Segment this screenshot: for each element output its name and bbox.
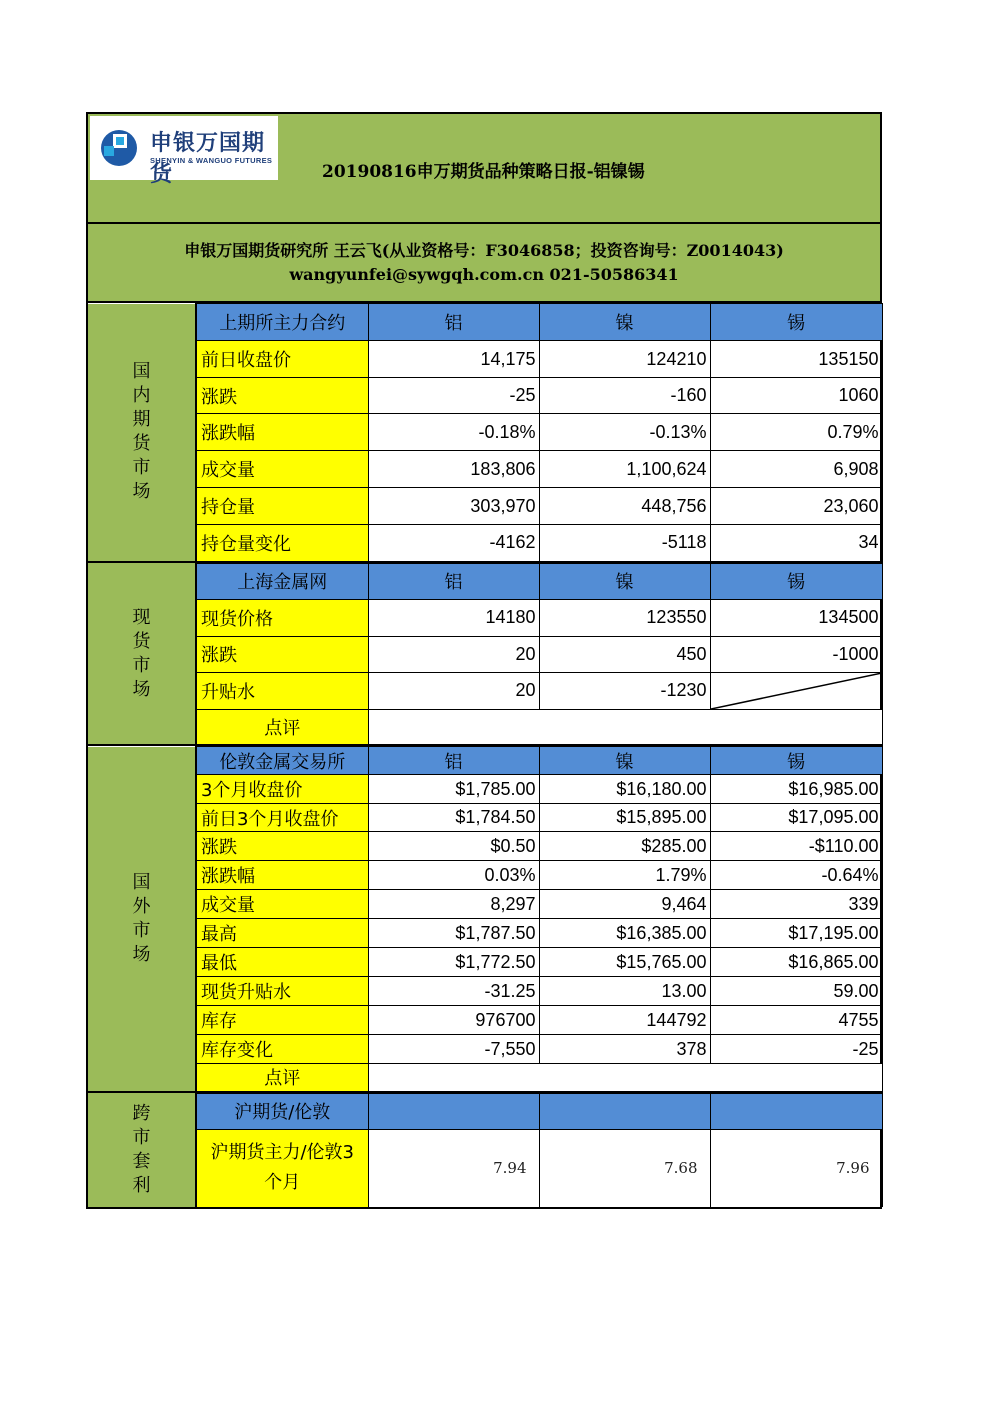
value-aluminum: 976700: [368, 1006, 539, 1035]
value-nickel: 9,464: [539, 890, 710, 919]
row-label: 库存: [196, 1006, 368, 1035]
column-header-tin: 锡: [710, 304, 882, 341]
diagonal-line: [711, 673, 882, 709]
section-arbitrage: 跨市套利: [88, 1093, 196, 1207]
row-label: 涨跌: [196, 378, 368, 414]
value-nickel: 124210: [539, 341, 710, 378]
value-nickel: 1.79%: [539, 861, 710, 890]
column-header-contract: 上期所主力合约: [196, 304, 368, 341]
table-row: [88, 414, 882, 451]
value-nickel: $15,895.00: [539, 804, 710, 832]
column-header-blank: [710, 1093, 882, 1129]
table-row: [88, 636, 882, 672]
row-label: 库存变化: [196, 1035, 368, 1064]
foreign-market-table: [88, 746, 883, 1093]
row-label: 升贴水: [196, 672, 368, 709]
table-row: [88, 1006, 882, 1035]
row-label: 现货升贴水: [196, 977, 368, 1006]
row-label: 成交量: [196, 451, 368, 488]
value-aluminum: 7.94: [368, 1129, 539, 1207]
author-info: [88, 224, 880, 303]
value-tin: 7.96: [710, 1129, 882, 1207]
row-label: 现货价格: [196, 599, 368, 636]
column-header-exchange: 伦敦金属交易所: [196, 747, 368, 775]
comment-cell: [368, 1064, 882, 1092]
value-aluminum: $1,787.50: [368, 919, 539, 948]
value-tin: 339: [710, 890, 882, 919]
author-line: 申银万国期货研究所 王云飞(从业资格号：F3046858；投资咨询号：Z0014043): [184, 241, 784, 260]
logo-text-en: SHENYIN & WANGUO FUTURES: [150, 156, 273, 165]
table-row: [88, 451, 882, 488]
value-tin: -25: [710, 1035, 882, 1064]
value-aluminum: -25: [368, 378, 539, 414]
comment-cell: [368, 709, 882, 745]
domestic-futures-table: [88, 303, 883, 563]
value-tin: -$110.00: [710, 832, 882, 861]
value-aluminum: -0.18%: [368, 414, 539, 451]
column-header-aluminum: 铝: [368, 304, 539, 341]
table-row: [88, 977, 882, 1006]
value-aluminum: 14,175: [368, 341, 539, 378]
value-aluminum: 8,297: [368, 890, 539, 919]
table-row: [88, 775, 882, 804]
row-label: 成交量: [196, 890, 368, 919]
table-row: [88, 832, 882, 861]
value-tin: 135150: [710, 341, 882, 378]
value-nickel: -1230: [539, 672, 710, 709]
row-label: 持仓量变化: [196, 525, 368, 562]
comment-label: 点评: [196, 1064, 368, 1092]
value-tin: $16,985.00: [710, 775, 882, 804]
table-row: [88, 341, 882, 378]
empty-diagonal-cell: [710, 672, 882, 709]
row-label: 涨跌: [196, 832, 368, 861]
table-row: [88, 1035, 882, 1064]
value-tin: 6,908: [710, 451, 882, 488]
table-row: [88, 1129, 882, 1207]
value-aluminum: -4162: [368, 525, 539, 562]
table-row: [88, 890, 882, 919]
value-tin: 0.79%: [710, 414, 882, 451]
section-domestic-futures: 国内期货市场: [88, 304, 196, 562]
table-row: [88, 804, 882, 832]
value-nickel: 13.00: [539, 977, 710, 1006]
value-tin: 4755: [710, 1006, 882, 1035]
value-aluminum: -31.25: [368, 977, 539, 1006]
value-nickel: -0.13%: [539, 414, 710, 451]
table-row: [88, 378, 882, 414]
report-title: 20190816申万期货品种策略日报-铝镍锡: [322, 162, 645, 182]
column-header-blank: [368, 1093, 539, 1129]
arbitrage-table: [88, 1093, 883, 1208]
company-logo: [90, 116, 278, 187]
value-nickel: 7.68: [539, 1129, 710, 1207]
table-row: [88, 599, 882, 636]
value-aluminum: 20: [368, 672, 539, 709]
row-label: 前日收盘价: [196, 341, 368, 378]
value-nickel: $16,385.00: [539, 919, 710, 948]
report-header: [88, 114, 880, 224]
value-tin: $17,095.00: [710, 804, 882, 832]
value-nickel: 144792: [539, 1006, 710, 1035]
column-header-aluminum: 铝: [368, 563, 539, 599]
value-nickel: 1,100,624: [539, 451, 710, 488]
row-label: 持仓量: [196, 488, 368, 525]
column-header-nickel: 镍: [539, 563, 710, 599]
value-nickel: 378: [539, 1035, 710, 1064]
value-aluminum: 183,806: [368, 451, 539, 488]
column-header-arbitrage: 沪期货/伦敦: [196, 1093, 368, 1129]
value-aluminum: -7,550: [368, 1035, 539, 1064]
row-label: 前日3个月收盘价: [196, 804, 368, 832]
value-nickel: 123550: [539, 599, 710, 636]
column-header-tin: 锡: [710, 747, 882, 775]
section-spot-market: 现货市场: [88, 563, 196, 745]
value-aluminum: 20: [368, 636, 539, 672]
row-label: 涨跌幅: [196, 861, 368, 890]
value-aluminum: $1,772.50: [368, 948, 539, 977]
value-tin: 1060: [710, 378, 882, 414]
value-aluminum: 14180: [368, 599, 539, 636]
column-header-nickel: 镍: [539, 304, 710, 341]
value-aluminum: 303,970: [368, 488, 539, 525]
row-label: 最高: [196, 919, 368, 948]
section-foreign-market: 国外市场: [88, 747, 196, 1092]
value-nickel: $285.00: [539, 832, 710, 861]
table-row: [88, 525, 882, 562]
column-header-tin: 锡: [710, 563, 882, 599]
value-tin: 134500: [710, 599, 882, 636]
row-label: 涨跌: [196, 636, 368, 672]
table-row: [88, 488, 882, 525]
value-tin: 23,060: [710, 488, 882, 525]
row-label: 涨跌幅: [196, 414, 368, 451]
author-contact: wangyunfei@sywgqh.com.cn 021-50586341: [289, 265, 679, 284]
row-label: 沪期货主力/伦敦3个月: [196, 1129, 368, 1207]
value-nickel: $15,765.00: [539, 948, 710, 977]
value-tin: 34: [710, 525, 882, 562]
value-aluminum: $1,784.50: [368, 804, 539, 832]
value-tin: -0.64%: [710, 861, 882, 890]
table-row: [88, 948, 882, 977]
table-row: [88, 919, 882, 948]
table-row: [88, 672, 882, 709]
value-nickel: 450: [539, 636, 710, 672]
value-aluminum: $0.50: [368, 832, 539, 861]
value-nickel: -160: [539, 378, 710, 414]
row-label: 3个月收盘价: [196, 775, 368, 804]
value-tin: $16,865.00: [710, 948, 882, 977]
logo-text-cn: 申银万国期货: [150, 131, 266, 187]
row-label: 最低: [196, 948, 368, 977]
column-header-nickel: 镍: [539, 747, 710, 775]
value-tin: -1000: [710, 636, 882, 672]
table-row: [88, 709, 882, 745]
spot-market-table: [88, 563, 883, 747]
table-row: [88, 861, 882, 890]
comment-label: 点评: [196, 709, 368, 745]
value-aluminum: 0.03%: [368, 861, 539, 890]
column-header-source: 上海金属网: [196, 563, 368, 599]
column-header-blank: [539, 1093, 710, 1129]
value-nickel: 448,756: [539, 488, 710, 525]
value-aluminum: $1,785.00: [368, 775, 539, 804]
value-nickel: $16,180.00: [539, 775, 710, 804]
value-tin: $17,195.00: [710, 919, 882, 948]
report-sheet: [86, 112, 882, 1209]
column-header-aluminum: 铝: [368, 747, 539, 775]
logo-mark-icon: [100, 126, 138, 170]
table-row: [88, 1064, 882, 1092]
value-tin: 59.00: [710, 977, 882, 1006]
value-nickel: -5118: [539, 525, 710, 562]
